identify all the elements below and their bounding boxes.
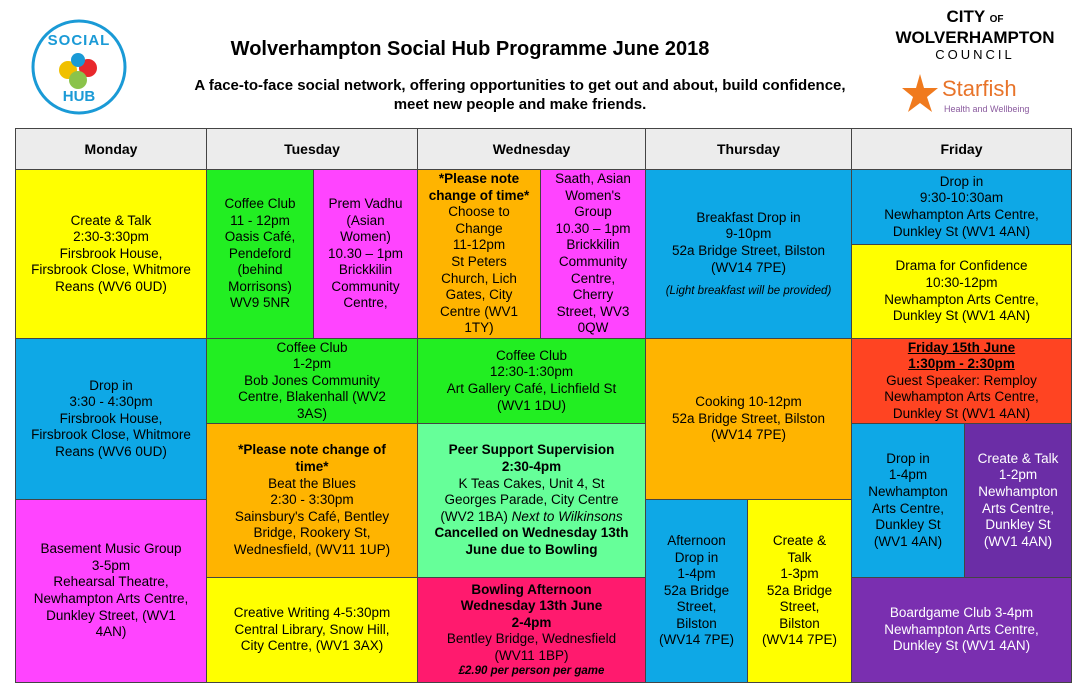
session-line: 4AN) (95, 624, 127, 640)
session-line: Dunkley St (WV1 4AN) (892, 223, 1031, 239)
session-line: Dunkley St (WV1 4AN) (892, 308, 1031, 324)
session-line: 1-2pm (292, 356, 332, 372)
session-line: Bridge, Rookery St, (253, 525, 371, 541)
event-time: 1:30pm - 2:30pm (908, 356, 1015, 372)
session-line: Drop in (886, 450, 930, 466)
session-line: 1-3pm (780, 566, 819, 582)
session-line: (WV14 7PE) (658, 632, 735, 648)
session-title: Peer Support Supervision (448, 442, 615, 458)
day-header-thursday: Thursday (645, 128, 852, 170)
session-line: Oasis Café, (224, 229, 296, 245)
session-line: Dunkley St (WV1 4AN) (892, 405, 1031, 421)
wednesday-choose-to-change (417, 169, 541, 339)
session-line: Street, (779, 599, 820, 615)
session-line: Cooking 10-12pm (695, 394, 802, 410)
session-line: Sainsbury's Café, Bentley (234, 508, 390, 524)
tuesday-coffee-club-oasis (206, 169, 314, 339)
session-line: 9:30-10:30am (919, 190, 1004, 206)
session-line: Group (574, 204, 612, 220)
subtitle-line-2: meet new people and make friends. (393, 96, 647, 113)
session-line: Saath, Asian (555, 171, 631, 187)
session-line: 10.30 – 1pm (327, 245, 404, 261)
session-line: (WV14 7PE) (761, 632, 838, 648)
wednesday-bowling-afternoon (417, 577, 646, 683)
session-line: Creative Writing 4-5:30pm (233, 605, 391, 621)
day-header-tuesday: Tuesday (206, 128, 418, 170)
session-line: 52a Bridge (663, 582, 730, 598)
day-header-monday: Monday (15, 128, 207, 170)
session-line: Dunkley St (WV1 4AN) (892, 638, 1031, 654)
session-line: Drop in (89, 377, 133, 393)
social-hub-logo (30, 18, 128, 116)
session-line: (behind (237, 262, 283, 278)
thursday-breakfast-drop-in (645, 169, 852, 339)
session-line: Bentley Bridge, Wednesfield (446, 631, 617, 647)
session-line: Bilston (779, 615, 820, 631)
session-title: Wednesday 13th June (460, 598, 603, 614)
session-line: 11 - 12pm (230, 212, 290, 228)
session-line: Beat the Blues (268, 475, 356, 491)
cancellation-note: June due to Bowling (465, 541, 598, 557)
session-line: 1-4pm (888, 467, 928, 483)
session-line: Prem Vadhu (328, 195, 403, 211)
session-line: Newhampton (868, 483, 948, 499)
session-line: WV9 5NR (229, 295, 290, 311)
session-line: Create & Talk (70, 212, 152, 228)
session-line (440, 509, 622, 526)
session-line: 1TY) (464, 320, 494, 336)
session-line: Newhampton Arts Centre, (884, 291, 1039, 307)
session-line: 10:30-12pm (925, 274, 998, 290)
logo-hub-text: HUB (62, 88, 96, 105)
session-line: Wednesfield, (WV11 1UP) (233, 541, 391, 557)
session-line: Art Gallery Café, Lichfield St (446, 381, 617, 396)
friday-drop-in-afternoon (851, 423, 965, 578)
tuesday-beat-the-blues (206, 423, 418, 578)
council-of: OF (989, 14, 1004, 25)
session-line: K Teas Cakes, Unit 4, St (458, 475, 605, 491)
logo-social-text: SOCIAL (47, 32, 111, 49)
session-line: 52a Bridge Street, Bilston (671, 243, 826, 258)
session-line: Firsbrook Close, Whitmore (31, 427, 191, 443)
session-line: Talk (787, 549, 812, 565)
subtitle-line-1: A face-to-face social network, offering opportunities to get out and about, build confidence, (194, 77, 846, 94)
tuesday-prem-vadhu (313, 169, 418, 339)
session-line: 52a Bridge Street, Bilston (671, 410, 826, 426)
session-line: Street, (676, 599, 717, 615)
session-line: Drop in (939, 173, 984, 189)
session-line: Newhampton (978, 483, 1058, 499)
session-line: 2:30-3:30pm (73, 229, 149, 245)
time-change-note: time* (295, 459, 329, 475)
session-line: Basement Music Group (40, 541, 182, 557)
session-line: 52a Bridge (766, 582, 833, 598)
wednesday-peer-support-supervision (417, 423, 646, 578)
council-logo (880, 8, 1070, 63)
time-change-note: *Please note change of (238, 442, 386, 458)
session-line: Coffee Club (276, 339, 348, 355)
session-line: 11-12pm (452, 237, 506, 253)
monday-basement-music-group (15, 499, 207, 683)
session-line: Women) (340, 229, 391, 245)
session-line: Centre (WV1 (439, 303, 519, 319)
session-line: Church, Lich (441, 270, 517, 286)
friday-drop-in-morning (851, 169, 1072, 245)
session-line: 3-5pm (91, 557, 131, 573)
session-line: 3AS) (296, 405, 327, 421)
session-line: Choose to (448, 204, 510, 220)
page-subtitle (150, 76, 890, 114)
starfish-name: Starfish (942, 76, 1017, 101)
breakfast-note: (Light breakfast will be provided) (665, 285, 832, 298)
monday-create-and-talk (15, 169, 207, 339)
session-line: Drop in (674, 549, 719, 565)
starfish-tagline: Health and Wellbeing (944, 104, 1030, 114)
session-line: Rehearsal Theatre, (53, 574, 169, 590)
session-line: (WV1 4AN) (983, 533, 1053, 549)
session-line: Arts Centre, (871, 500, 945, 516)
session-line: Street, WV3 (556, 303, 630, 319)
session-line: Newhampton Arts Centre, (33, 591, 189, 606)
session-line: Bob Jones Community (244, 372, 380, 388)
tuesday-coffee-club-bob-jones (206, 338, 418, 424)
friday-boardgame-club (851, 577, 1072, 683)
session-line: Central Library, Snow Hill, (234, 621, 390, 637)
session-line: 2:30 - 3:30pm (270, 492, 354, 508)
session-line: Pendeford (228, 245, 292, 261)
session-line: Dunkley St (875, 517, 941, 533)
event-date: Friday 15th June (907, 339, 1016, 355)
session-line: Bilston (676, 615, 717, 631)
session-line: Centre, (570, 270, 616, 286)
session-line: Centre, (343, 295, 388, 311)
session-line: Newhampton Arts Centre, (884, 621, 1039, 637)
session-line: Community (331, 278, 400, 294)
council-name: WOLVERHAMPTON (895, 28, 1055, 47)
friday-create-and-talk (964, 423, 1072, 578)
session-line: (WV1 4AN) (873, 533, 943, 549)
session-line: Brickkilin (566, 237, 620, 253)
cancellation-note: Cancelled on Wednesday 13th (434, 525, 629, 541)
session-line: Morrisons) (228, 278, 292, 294)
starfish-logo (900, 72, 1050, 120)
session-line: Newhampton Arts Centre, (884, 389, 1039, 405)
session-line: Brickkilin (338, 262, 393, 278)
friday-guest-speaker (851, 338, 1072, 424)
thursday-cooking (645, 338, 852, 500)
session-landmark: Next to Wilkinsons (511, 508, 623, 524)
session-line: (WV1 1DU) (496, 397, 566, 413)
tuesday-creative-writing (206, 577, 418, 683)
day-header-wednesday: Wednesday (417, 128, 646, 170)
session-line: Firsbrook House, (59, 245, 163, 261)
session-line: 12:30-1:30pm (489, 364, 574, 380)
council-city: CITY (946, 7, 985, 26)
session-line: Centre, Blakenhall (WV2 (238, 389, 386, 405)
time-change-note: *Please note (438, 171, 520, 187)
session-line: 0QW (577, 320, 609, 336)
session-line: Newhampton Arts Centre, (884, 207, 1039, 222)
session-line: Reans (WV6 0UD) (55, 278, 167, 294)
session-line: St Peters (451, 254, 507, 269)
session-line: Coffee Club (224, 195, 296, 211)
session-line: Georges Parade, City Centre (444, 492, 619, 508)
session-line: (WV14 7PE) (710, 427, 787, 443)
time-change-note: change of time* (428, 187, 530, 203)
session-line: City Centre, (WV1 3AX) (240, 638, 384, 654)
session-line: Afternoon (667, 532, 726, 548)
session-line: Create & Talk (977, 450, 1059, 466)
session-line: Boardgame Club 3-4pm (889, 605, 1034, 621)
session-time: 2-4pm (511, 614, 552, 630)
session-line: 10.30 – 1pm (555, 220, 631, 236)
session-line: Women's (565, 187, 621, 203)
session-line: Change (455, 220, 503, 236)
session-line: Firsbrook Close, Whitmore (31, 262, 191, 278)
session-line: Firsbrook House, (59, 410, 163, 426)
session-line: Gates, City (445, 287, 513, 303)
thursday-create-and-talk (747, 499, 852, 683)
starfish-icon (900, 72, 940, 116)
session-line: Breakfast Drop in (696, 209, 801, 225)
price-note: £2.90 per person per game (458, 665, 605, 678)
session-line: Community (558, 254, 628, 269)
session-line: 1-2pm (998, 467, 1038, 483)
session-line: Cherry (572, 287, 614, 303)
thursday-afternoon-drop-in (645, 499, 748, 683)
session-line: 1-4pm (677, 566, 716, 582)
session-postcode: (WV2 1BA) (440, 508, 508, 524)
friday-drama-for-confidence (851, 244, 1072, 339)
monday-drop-in (15, 338, 207, 500)
session-line: (WV11 1BP) (494, 647, 569, 663)
session-line: Dunkley Street, (WV1 (46, 607, 176, 623)
session-line: Coffee Club (495, 347, 568, 363)
session-line: 3:30 - 4:30pm (69, 394, 153, 410)
session-line: Reans (WV6 0UD) (55, 443, 167, 459)
wednesday-coffee-club-art-gallery (417, 338, 646, 424)
session-line: (WV14 7PE) (710, 259, 787, 275)
session-line: Guest Speaker: Remploy (886, 372, 1037, 388)
session-title: Bowling Afternoon (471, 581, 592, 597)
session-line: 9-10pm (725, 226, 772, 242)
page-title: Wolverhampton Social Hub Programme June 2018 (230, 38, 710, 60)
day-header-friday: Friday (851, 128, 1072, 170)
wednesday-saath-asian-womens-group (540, 169, 646, 339)
session-line: Arts Centre, (981, 500, 1055, 516)
session-line: (Asian (346, 212, 385, 228)
session-time: 2:30-4pm (501, 459, 562, 475)
session-line: Create & (772, 532, 827, 548)
session-line: Drama for Confidence (895, 258, 1028, 274)
council-word: COUNCIL (935, 47, 1015, 62)
session-line: Dunkley St (985, 517, 1051, 533)
